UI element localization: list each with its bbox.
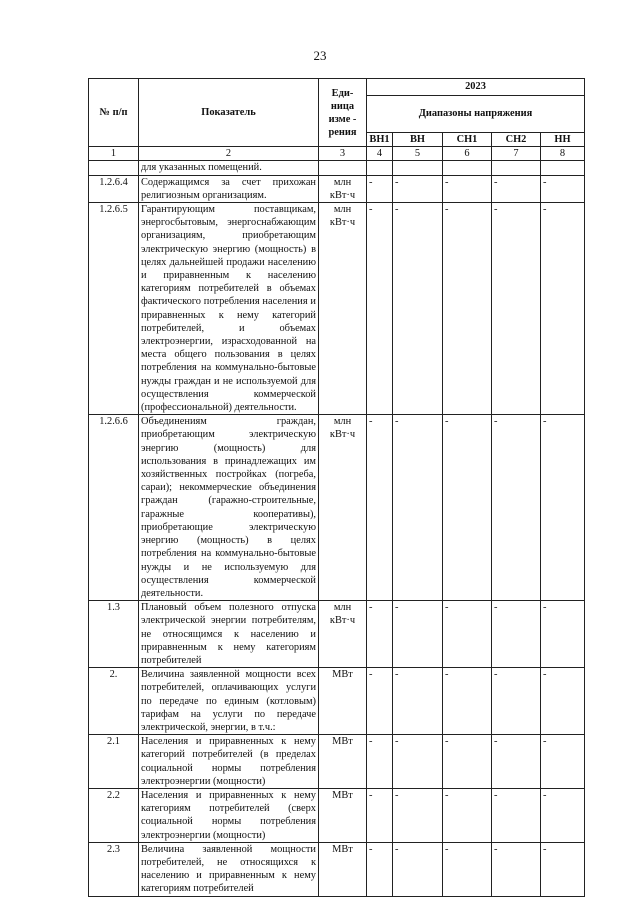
column-number: 6 (443, 147, 492, 161)
row-value: - (492, 601, 541, 668)
row-value: - (492, 788, 541, 842)
column-number: 4 (367, 147, 393, 161)
header-level-nn: НН (541, 133, 585, 147)
row-value: - (541, 203, 585, 415)
row-unit: МВт (319, 668, 367, 735)
row-value: - (492, 203, 541, 415)
row-value: - (393, 788, 443, 842)
header-level-vn: ВН (393, 133, 443, 147)
row-value: - (443, 668, 492, 735)
column-number: 8 (541, 147, 585, 161)
table-row (89, 601, 585, 668)
data-table (88, 78, 585, 897)
row-value: - (492, 735, 541, 789)
row-value: - (492, 415, 541, 601)
row-id: 2. (89, 668, 139, 735)
row-value: - (541, 668, 585, 735)
page-number: 23 (313, 48, 327, 63)
table-row (89, 668, 585, 735)
row-value: - (393, 668, 443, 735)
row-value: - (367, 601, 393, 668)
row-value: - (367, 415, 393, 601)
row-value: - (367, 788, 393, 842)
row-value: - (443, 203, 492, 415)
row-unit: млн кВт·ч (319, 175, 367, 202)
column-number: 3 (319, 147, 367, 161)
row-text: Величина заявленной мощности потребителей, не относящихся к населению и приравненным к нему категориям потребителей (139, 842, 319, 896)
row-value: - (541, 175, 585, 202)
table-row (89, 161, 585, 175)
row-value: - (393, 415, 443, 601)
row-text: Населения и приравненных к нему категориям потребителей (сверх социальной нормы потребления электроэнергии (мощности) (139, 788, 319, 842)
row-value: - (443, 175, 492, 202)
row-unit (319, 161, 367, 175)
row-text: Содержащимся за счет прихожан религиозным организациям. (139, 175, 319, 202)
header-level-vn1: ВН1 (367, 133, 393, 147)
row-value: - (443, 788, 492, 842)
header-ranges: Диапазоны напряжения (367, 96, 585, 133)
row-unit: МВт (319, 842, 367, 896)
row-value: - (443, 842, 492, 896)
row-value: - (393, 203, 443, 415)
row-id: 1.2.6.6 (89, 415, 139, 601)
row-id: 2.1 (89, 735, 139, 789)
row-unit: МВт (319, 735, 367, 789)
row-value (492, 161, 541, 175)
header-level-sn2: СН2 (492, 133, 541, 147)
row-value (443, 161, 492, 175)
row-value: - (541, 842, 585, 896)
row-value: - (492, 175, 541, 202)
table-row (89, 788, 585, 842)
row-text: Плановый объем полезного отпуска электрической энергии потребителям, не относящимся к населению и приравненным к нему категориям потребителей (139, 601, 319, 668)
row-value (541, 161, 585, 175)
row-id: 2.3 (89, 842, 139, 896)
column-number-row (89, 147, 585, 161)
row-value: - (541, 415, 585, 601)
row-value (367, 161, 393, 175)
row-text: для указанных помещений. (139, 161, 319, 175)
table-row (89, 735, 585, 789)
row-value: - (443, 415, 492, 601)
row-text: Гарантирующим поставщикам, энергосбытовым, энергоснабжающим организациям, приобретающим электрическую энергию (мощность) в целях дальнейшей продажи населению и приравненным к населению категориям потребителей в объемах фактического потребления населения и приравненных к нему категорий потребителей, и объемах электроэнергии, израсходованной на места общего пользования в целях потребления на коммунально-бытовые нужды граждан и не используемой для осуществления коммерческой (профессиональной) деятельности. (139, 203, 319, 415)
row-value: - (367, 842, 393, 896)
header-indicator: Показатель (139, 79, 319, 147)
header-year: 2023 (367, 79, 585, 96)
row-value: - (492, 668, 541, 735)
row-value: - (393, 175, 443, 202)
header-level-sn1: СН1 (443, 133, 492, 147)
row-value: - (541, 601, 585, 668)
row-id: 1.2.6.5 (89, 203, 139, 415)
column-number: 2 (139, 147, 319, 161)
row-value: - (367, 735, 393, 789)
row-value: - (393, 735, 443, 789)
header-row-year (89, 79, 585, 96)
table-row (89, 203, 585, 415)
table-row (89, 842, 585, 896)
row-value: - (367, 668, 393, 735)
row-value: - (393, 601, 443, 668)
row-id: 1.3 (89, 601, 139, 668)
table-row (89, 175, 585, 202)
column-number: 1 (89, 147, 139, 161)
column-number: 7 (492, 147, 541, 161)
row-id: 2.2 (89, 788, 139, 842)
row-unit: млн кВт·ч (319, 415, 367, 601)
row-text: Величина заявленной мощности всех потребителей, оплачивающих услуги по передаче по единым (котловым) тарифам на услуги по передаче электрической, энергии, в т.ч.: (139, 668, 319, 735)
row-text: Населения и приравненных к нему категорий потребителей (в пределах социальной нормы потребления электроэнергии (мощности) (139, 735, 319, 789)
header-num: № п/п (89, 79, 139, 147)
row-unit: МВт (319, 788, 367, 842)
row-value: - (492, 842, 541, 896)
row-value (393, 161, 443, 175)
row-value: - (443, 601, 492, 668)
row-id: 1.2.6.4 (89, 175, 139, 202)
row-value: - (367, 203, 393, 415)
row-value: - (541, 735, 585, 789)
header-unit: Еди-ница изме - рения (319, 79, 367, 147)
row-value: - (541, 788, 585, 842)
row-text: Объединениям граждан, приобретающим электрическую энергию (мощность) для использования в принадлежащих им хозяйственных постройках (погреба, сараи); некоммерческие объединения граждан (гаражно-строительные, гаражные кооперативы), приобретающие электрическую энергию (мощность) в целях потребления на коммунально-бытовые нужды и не используемую для осуществления коммерческой деятельности. (139, 415, 319, 601)
row-value: - (443, 735, 492, 789)
row-unit: млн кВт·ч (319, 601, 367, 668)
column-number: 5 (393, 147, 443, 161)
row-unit: млн кВт·ч (319, 203, 367, 415)
row-id (89, 161, 139, 175)
row-value: - (367, 175, 393, 202)
table-row (89, 415, 585, 601)
row-value: - (393, 842, 443, 896)
